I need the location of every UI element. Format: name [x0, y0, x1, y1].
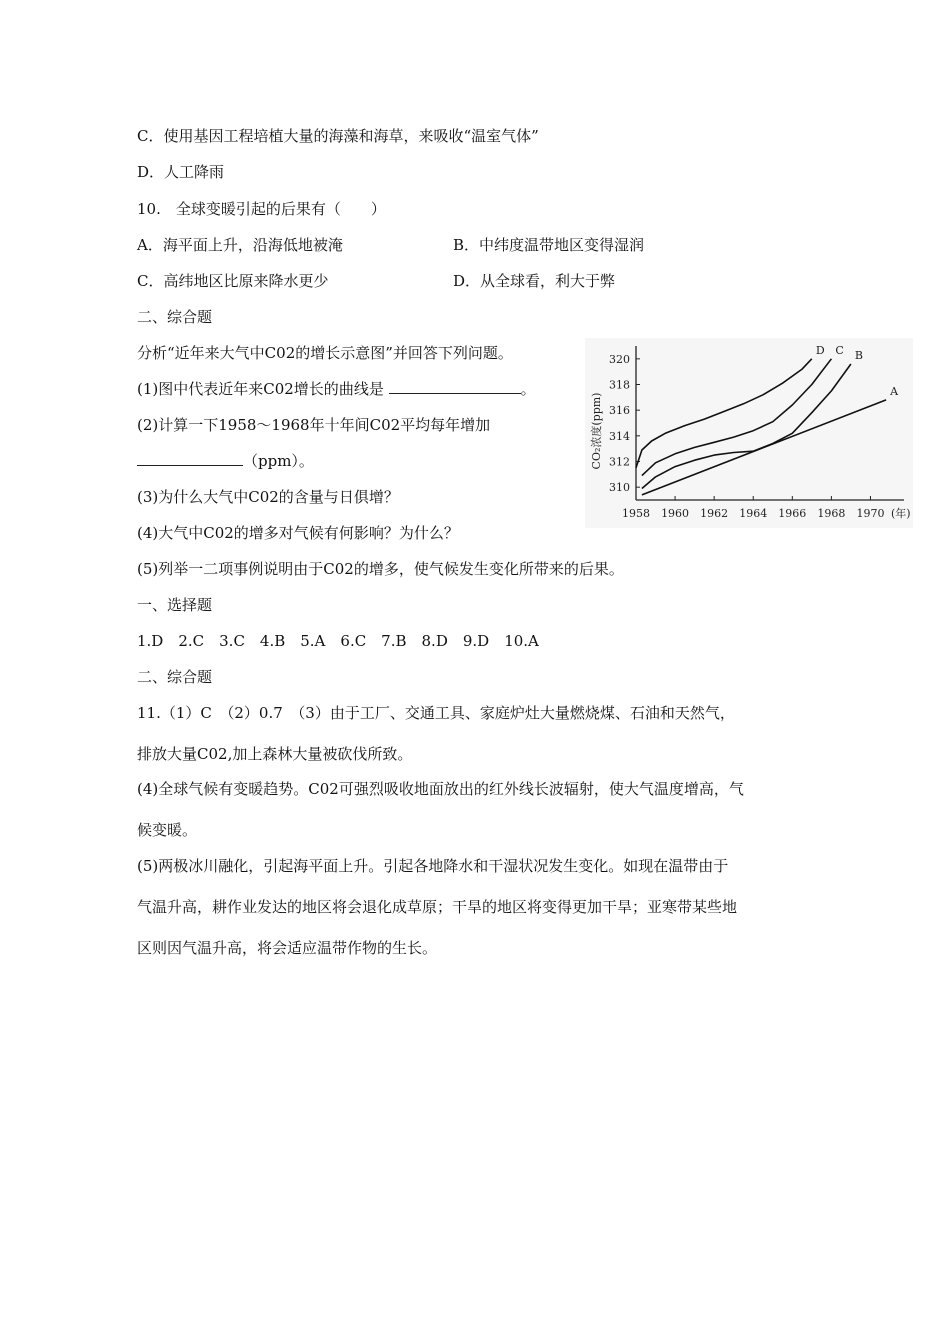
y-axis-label: CO₂浓度(ppm)	[590, 392, 603, 470]
question-3: (3)为什么大气中C02的含量与日俱增？	[137, 488, 399, 506]
y-tick-label: 320	[609, 352, 630, 366]
q10-option-a: A．海平面上升，沿海低地被淹	[137, 236, 343, 254]
question-1-text: (1)图中代表近年来C02增长的曲线是	[137, 380, 384, 398]
question-2-unit: （ppm）。	[243, 452, 314, 470]
q10-option-d: D．从全球看，利大于弊	[453, 272, 616, 290]
answers-heading-choice: 一、选择题	[137, 596, 213, 614]
x-tick-label: 1970	[856, 507, 885, 520]
question-2: (2)计算一下1958～1968年十年间C02平均每年增加	[137, 416, 491, 434]
answer-11-line-2: 排放大量C02,加上森林大量被砍伐所致。	[137, 745, 413, 763]
q10-option-c: C．高纬地区比原来降水更少	[137, 272, 329, 290]
q10-option-b: B．中纬度温带地区变得湿润	[453, 236, 645, 254]
x-tick-label: 1964	[739, 507, 768, 520]
q9-option-d: D．人工降雨	[137, 163, 225, 181]
q10-stem: 10. 全球变暖引起的后果有（ ）	[137, 200, 386, 218]
q9-option-c: C．使用基因工程培植大量的海藻和海草，来吸收“温室气体”	[137, 127, 539, 145]
series-label-C: C	[835, 343, 844, 357]
answer-5-line-2: 气温升高，耕作业发达的地区将会退化成草原；干旱的地区将变得更加干旱；亚寒带某些地	[137, 898, 738, 916]
x-tick-label: 1960	[661, 507, 690, 520]
question-5: (5)列举一二项事例说明由于C02的增多，使气候发生变化所带来的后果。	[137, 560, 624, 578]
co2-growth-chart	[585, 338, 913, 528]
answer-blank-1[interactable]	[389, 379, 521, 394]
question-1	[137, 379, 536, 399]
y-tick-label: 314	[609, 429, 630, 443]
answer-4-line-2: 候变暖。	[137, 821, 198, 839]
answers-heading-comprehensive: 二、综合题	[137, 668, 213, 686]
series-label-B: B	[854, 348, 864, 362]
y-tick-label: 318	[609, 378, 630, 392]
answer-blank-2[interactable]	[137, 451, 243, 466]
answer-4-line-1: (4)全球气候有变暖趋势。C02可强烈吸收地面放出的红外线长波辐射，使大气温度增高，气	[137, 780, 744, 798]
question-2-answer	[137, 451, 314, 471]
series-label-A: A	[890, 384, 899, 398]
x-tick-label: 1968	[817, 507, 846, 520]
answer-5-line-1: (5)两极冰川融化，引起海平面上升。引起各地降水和干湿状况发生变化。如现在温带由于	[137, 857, 729, 875]
question-1-end: 。	[520, 380, 536, 398]
x-tick-label: 1966	[778, 507, 807, 520]
series-label-D: D	[815, 343, 825, 357]
section2-intro: 分析“近年来大气中C02的增长示意图”并回答下列问题。	[137, 344, 513, 362]
question-4: (4)大气中C02的增多对气候有何影响？为什么？	[137, 524, 459, 542]
answers-choices: 1.D 2.C 3.C 4.B 5.A 6.C 7.B 8.D 9.D 10.A	[137, 632, 539, 650]
y-tick-label: 310	[609, 481, 630, 495]
x-tick-label: 1958	[622, 507, 650, 520]
answer-5-line-3: 区则因气温升高，将会适应温带作物的生长。	[137, 939, 438, 957]
answer-11-line-1: 11.（1）C （2）0.7 （3）由于工厂、交通工具、家庭炉灶大量燃烧煤、石油和天然气，	[137, 704, 735, 722]
section2-heading: 二、综合题	[137, 308, 213, 326]
y-tick-label: 312	[609, 455, 630, 469]
x-tick-label: 1962	[700, 507, 729, 520]
x-axis-label: (年)	[891, 507, 911, 520]
y-tick-label: 316	[609, 404, 630, 418]
